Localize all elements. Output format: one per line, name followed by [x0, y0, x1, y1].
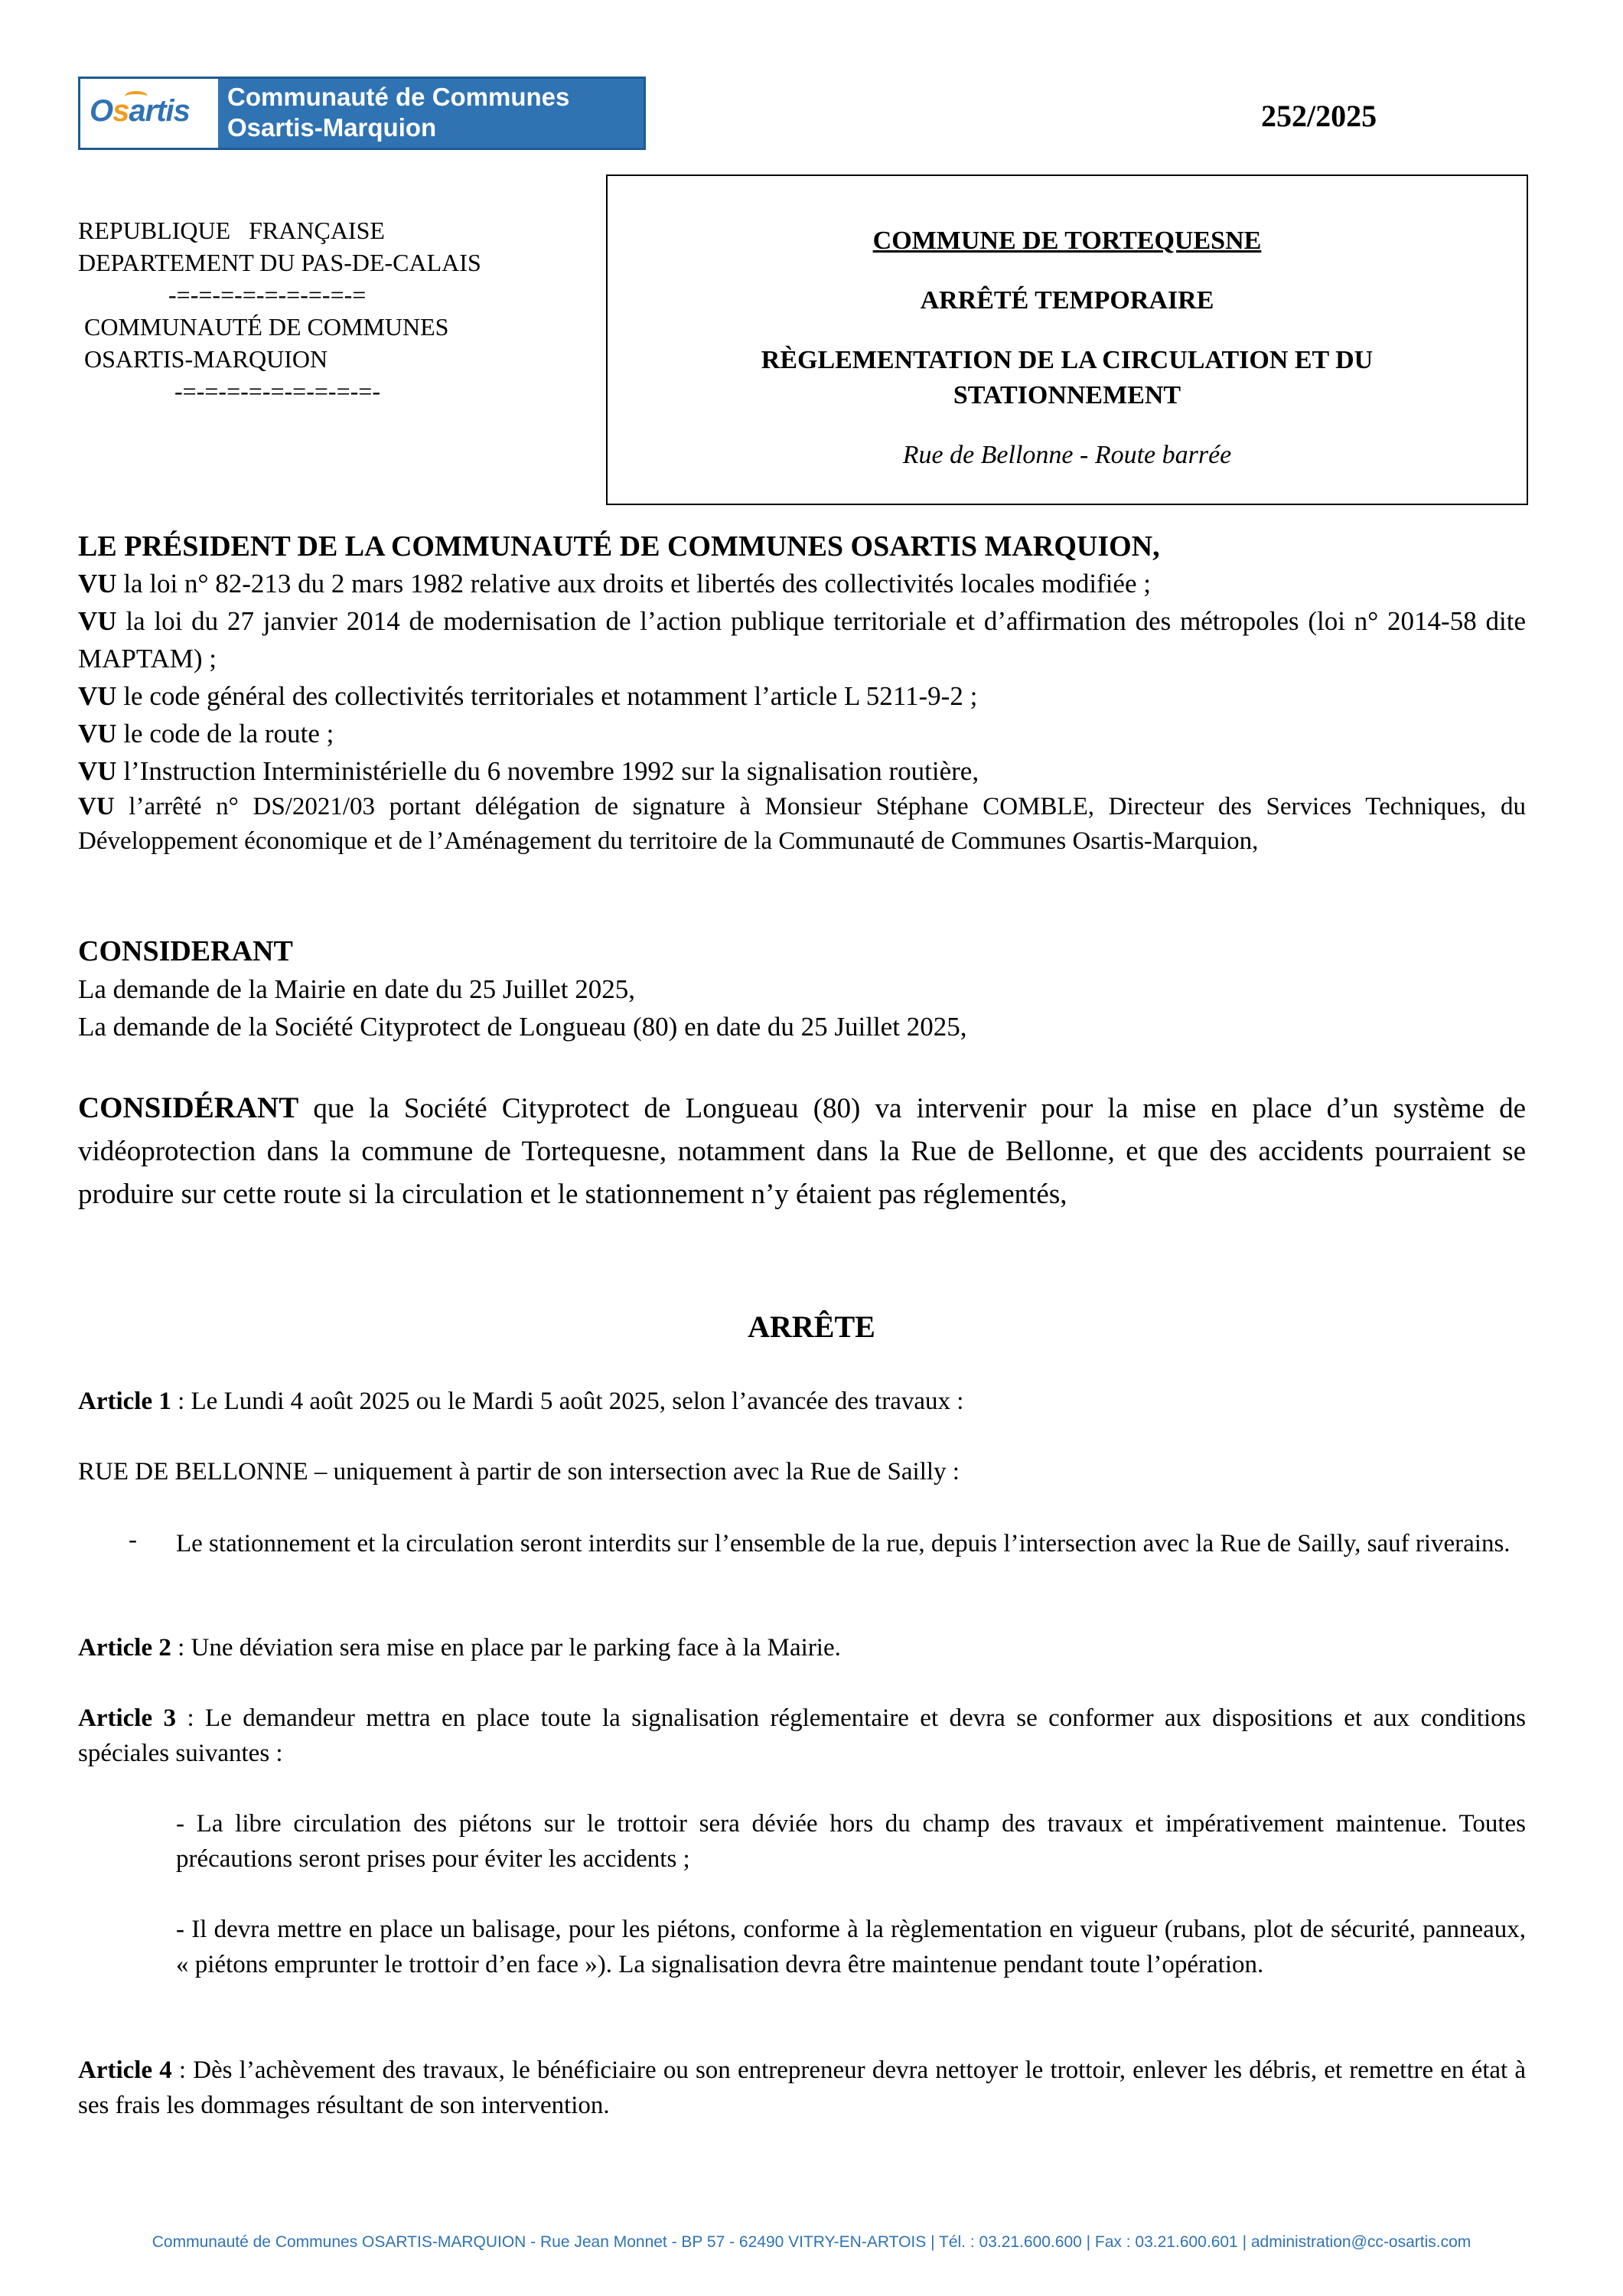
article-1-bullet: Le stationnement et la circulation seront interdits sur l’ensemble de la rue, depuis l’intersection avec la Rue de Sailly, sauf riverains.: [176, 1530, 1511, 1557]
authority-separator-2: -=-=-=-=-=-=-=-=-=-: [174, 377, 380, 405]
decree-heading: ARRÊTE: [748, 1309, 875, 1344]
article-2-label: Article 2: [78, 1634, 171, 1662]
considerant-line-2: La demande de la Société Cityprotect de Longueau (80) en date du 25 Juillet 2025,: [78, 1012, 967, 1042]
vu-text-3: le code général des collectivités territoriales et notamment l’article L 5211-9-2 ;: [116, 681, 978, 711]
vu-text-4: le code de la route ;: [116, 719, 334, 748]
vu-paragraph-6: [78, 790, 1526, 859]
decree-subject-line-2: STATIONNEMENT: [953, 381, 1181, 409]
vu-label: VU: [78, 719, 117, 748]
article-4: [78, 2053, 1526, 2123]
vu-paragraph-4: [78, 715, 1526, 752]
vu-label: VU: [78, 569, 117, 598]
decree-reference-number: 252/2025: [1261, 99, 1377, 133]
considerant-block-1: [78, 932, 1526, 1045]
vu-paragraph-3: [78, 677, 1526, 715]
article-1-street: RUE DE BELLONNE – uniquement à partir de son intersection avec la Rue de Sailly :: [78, 1458, 960, 1486]
commune-title: COMMUNE DE TORTEQUESNE: [872, 227, 1262, 255]
article-2: [78, 1630, 1526, 1665]
article-3-label: Article 3: [78, 1704, 177, 1732]
decree-title-box: [606, 174, 1528, 505]
vu-paragraph-5: [78, 752, 1526, 790]
authority-line-department: DEPARTEMENT DU PAS-DE-CALAIS: [78, 249, 481, 276]
considerant-heading-2: CONSIDÉRANT: [78, 1091, 299, 1124]
article-1: [78, 1384, 1526, 1419]
osartis-logo-mark: [80, 79, 218, 148]
vu-paragraph-1: [78, 565, 1526, 602]
president-heading: LE PRÉSIDENT DE LA COMMUNAUTÉ DE COMMUNES OSARTIS MARQUION,: [78, 530, 1160, 563]
vu-label: VU: [78, 793, 115, 820]
article-4-text: : Dès l’achèvement des travaux, le bénéficiaire ou son entrepreneur devra nettoyer le trottoir, enlever les débris, et remettre en état à ses frais les dommages résultant de son intervention.: [78, 2056, 1526, 2119]
authority-line-republic: REPUBLIQUE FRANÇAISE: [78, 217, 385, 244]
bullet-dash: -: [129, 1526, 137, 1554]
logo-text: [227, 82, 569, 143]
logo-brand: Osartis: [90, 94, 190, 128]
authority-line-osartis: OSARTIS-MARQUION: [78, 345, 328, 373]
preamble: [78, 528, 1526, 859]
decree-type: ARRÊTÉ TEMPORAIRE: [920, 286, 1214, 315]
vu-text-6: l’arrêté n° DS/2021/03 portant délégation de signature à Monsieur Stéphane COMBLE, Directeur des Services Techniques, du Développement économique et de l’Aménagement du territoire de la Communauté de Communes Osartis-Marquion,: [78, 793, 1526, 855]
considerant-heading-1: CONSIDERANT: [78, 935, 293, 967]
vu-label: VU: [78, 756, 117, 786]
decree-subject-line-1: RÈGLEMENTATION DE LA CIRCULATION ET DU: [761, 346, 1374, 374]
organization-logo: [78, 77, 646, 150]
page-footer: Communauté de Communes OSARTIS-MARQUION - Rue Jean Monnet - BP 57 - 62490 VITRY-EN-ARTOIS | Tél. : 03.21.600.600 | Fax : 03.21.600.601 | administration@cc-osartis.com: [152, 2233, 1471, 2251]
vu-text-2: la loi du 27 janvier 2014 de modernisation de l’action publique territoriale et d’affirmation des métropoles (loi n° 2014-58 dite MAPTAM) ;: [78, 606, 1526, 673]
article-2-text: : Une déviation sera mise en place par le parking face à la Mairie.: [171, 1634, 841, 1662]
article-1-label: Article 1: [78, 1388, 171, 1415]
article-4-label: Article 4: [78, 2056, 172, 2084]
vu-label: VU: [78, 606, 117, 636]
article-3-item-2: - Il devra mettre en place un balisage, pour les piétons, conforme à la règlementation en vigueur (rubans, plot de sécurité, panneaux, « piétons emprunter le trottoir d’en face »). La signalisation devra être maintenue pendant toute l’opération.: [176, 1916, 1526, 1978]
authority-block: [78, 214, 481, 407]
considerant-line-1: La demande de la Mairie en date du 25 Juillet 2025,: [78, 974, 635, 1004]
article-3-item-1: - La libre circulation des piétons sur le trottoir sera déviée hors du champ des travaux et impérativement maintenue. Toutes précautions seront prises pour éviter les accidents ;: [176, 1810, 1526, 1873]
logo-line-1: Communauté de Communes: [227, 83, 570, 111]
authority-line-community: COMMUNAUTÉ DE COMMUNES: [78, 313, 449, 341]
considerant-text-2: que la Société Cityprotect de Longueau (80) va intervenir pour la mise en place d’un système de vidéoprotection dans la commune de Tortequesne, notamment dans la Rue de Bellonne, et que des accidents pourraient se produire sur cette route si la circulation et le stationnement n’y étaient pas réglementés,: [78, 1093, 1526, 1210]
article-3-text: : Le demandeur mettra en place toute la signalisation réglementaire et devra se conformer aux dispositions et aux conditions spéciales suivantes :: [78, 1704, 1526, 1767]
logo-line-2: Osartis-Marquion: [227, 113, 437, 142]
article-1-text: : Le Lundi 4 août 2025 ou le Mardi 5 août 2025, selon l’avancée des travaux :: [171, 1388, 964, 1415]
article-3: [78, 1701, 1526, 1771]
vu-paragraph-2: [78, 602, 1526, 677]
vu-text-1: la loi n° 82-213 du 2 mars 1982 relative aux droits et libertés des collectivités locales modifiée ;: [116, 569, 1151, 598]
authority-separator-1: -=-=-=-=-=-=-=-=-=: [168, 281, 367, 308]
considerant-block-2: [78, 1087, 1526, 1216]
vu-text-5: l’Instruction Interministérielle du 6 novembre 1992 sur la signalisation routière,: [116, 756, 979, 786]
decree-location: Rue de Bellonne - Route barrée: [902, 441, 1232, 469]
vu-label: VU: [78, 681, 117, 711]
